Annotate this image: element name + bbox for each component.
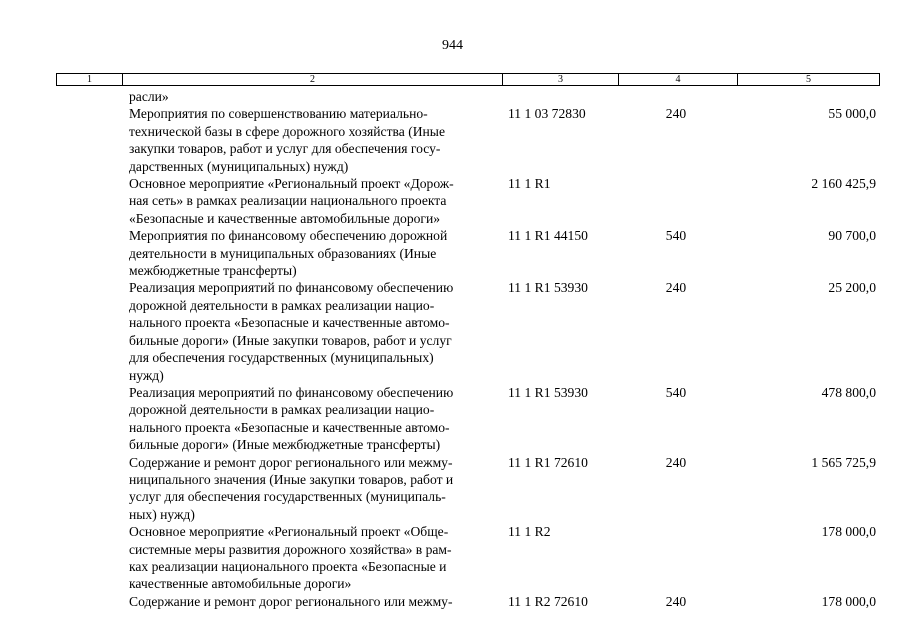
- row-code: 11 1 R1 53930: [508, 384, 588, 400]
- row-amount: 90 700,0: [828, 228, 876, 244]
- row-name-line: Содержание и ремонт дорог регионального или межму-: [129, 454, 453, 470]
- header-col-5: 5: [737, 74, 879, 85]
- table-body: [56, 88, 880, 610]
- row-name-line: бильные дороги» (Иные межбюджетные трансферты): [129, 437, 441, 453]
- row-code: 11 1 R2 72610: [508, 593, 588, 609]
- row-name-line: технической базы в сфере дорожного хозяйства (Иные: [129, 123, 445, 139]
- row-amount: 178 000,0: [821, 593, 876, 609]
- table-row: [56, 105, 880, 175]
- row-expense-type: [617, 88, 735, 105]
- row-amount: [735, 88, 880, 105]
- table-row: [56, 593, 880, 610]
- row-code: 11 1 R1 53930: [508, 280, 588, 296]
- row-name-line: Реализация мероприятий по финансовому обеспечению: [129, 280, 454, 296]
- row-amount: 2 160 425,9: [811, 176, 876, 192]
- header-col-3: 3: [502, 74, 618, 85]
- row-name-line: «Безопасные и качественные автомобильные дороги»: [129, 210, 441, 226]
- row-name-line: нального проекта «Безопасные и качественные автомо-: [129, 315, 450, 331]
- table-header: [56, 73, 880, 86]
- row-name: [129, 105, 501, 175]
- row-name: [129, 279, 501, 383]
- row-name: [129, 227, 501, 279]
- row-code: [501, 88, 617, 105]
- table-row: [56, 227, 880, 279]
- row-amount: 478 800,0: [821, 384, 876, 400]
- row-name: [129, 593, 501, 610]
- row-amount: 1 565 725,9: [811, 454, 876, 470]
- header-col-2: 2: [122, 74, 502, 85]
- row-name-line: деятельности в муниципальных образованиях (Иные: [129, 245, 437, 261]
- header-col-4: 4: [618, 74, 737, 85]
- row-name-line: Реализация мероприятий по финансовому обеспечению: [129, 384, 454, 400]
- row-name: [129, 523, 501, 593]
- row-expense-type: 240: [665, 593, 687, 609]
- row-code: 11 1 R2: [508, 524, 551, 540]
- row-name-line: межбюджетные трансферты): [129, 263, 297, 279]
- table-row: [56, 279, 880, 383]
- table-row: [56, 454, 880, 524]
- header-col-1: 1: [87, 74, 92, 85]
- row-name-line: дорожной деятельности в рамках реализации нацио-: [129, 297, 435, 313]
- row-code: 11 1 R1: [508, 176, 551, 192]
- row-name: [129, 175, 501, 227]
- row-name: [129, 384, 501, 454]
- row-code: 11 1 R1 44150: [508, 228, 588, 244]
- row-name-line: бильные дороги» (Иные закупки товаров, работ и услуг: [129, 332, 452, 348]
- table-row: [56, 523, 880, 593]
- table-row: [56, 384, 880, 454]
- row-name-line: Основное мероприятие «Региональный проект «Обще-: [129, 524, 449, 540]
- row-name-line: Мероприятия по совершенствованию материально-: [129, 106, 428, 122]
- row-name-line: ных) нужд): [129, 506, 195, 522]
- row-name-line: нужд): [129, 367, 164, 383]
- table-row: [56, 175, 880, 227]
- row-amount: 178 000,0: [821, 524, 876, 540]
- row-expense-type: 240: [665, 454, 687, 470]
- row-name-line: нального проекта «Безопасные и качественные автомо-: [129, 419, 450, 435]
- table-row: [56, 88, 880, 105]
- row-name: расли»: [129, 89, 169, 104]
- row-name-line: дарственных (муниципальных) нужд): [129, 158, 349, 174]
- row-amount: 55 000,0: [828, 106, 876, 122]
- row-expense-type: [617, 175, 735, 227]
- row-name-line: ниципального значения (Иные закупки товаров, работ и: [129, 471, 454, 487]
- row-name-line: системные меры развития дорожного хозяйства» в рам-: [129, 541, 452, 557]
- row-amount: 25 200,0: [828, 280, 876, 296]
- row-name-line: Мероприятия по финансовому обеспечению дорожной: [129, 228, 448, 244]
- page-number: 944: [442, 38, 463, 53]
- row-expense-type: 240: [665, 280, 687, 296]
- row-name-line: закупки товаров, работ и услуг для обеспечения госу-: [129, 141, 441, 157]
- row-expense-type: 240: [665, 106, 687, 122]
- row-name: [129, 454, 501, 524]
- row-expense-type: 540: [665, 228, 687, 244]
- row-name-line: для обеспечения государственных (муниципальных): [129, 350, 434, 366]
- row-name-line: дорожной деятельности в рамках реализации нацио-: [129, 402, 435, 418]
- row-name-line: услуг для обеспечения государственных (муниципаль-: [129, 489, 446, 505]
- row-name-line: качественные автомобильные дороги»: [129, 576, 352, 592]
- row-name-line: Содержание и ремонт дорог регионального или межму-: [129, 593, 453, 609]
- row-code: 11 1 03 72830: [508, 106, 586, 122]
- row-expense-type: [617, 523, 735, 593]
- row-code: 11 1 R1 72610: [508, 454, 588, 470]
- row-name-line: Основное мероприятие «Региональный проект «Дорож-: [129, 176, 454, 192]
- row-expense-type: 540: [665, 384, 687, 400]
- row-name-line: ках реализации национального проекта «Безопасные и: [129, 558, 447, 574]
- row-name-line: ная сеть» в рамках реализации национального проекта: [129, 193, 447, 209]
